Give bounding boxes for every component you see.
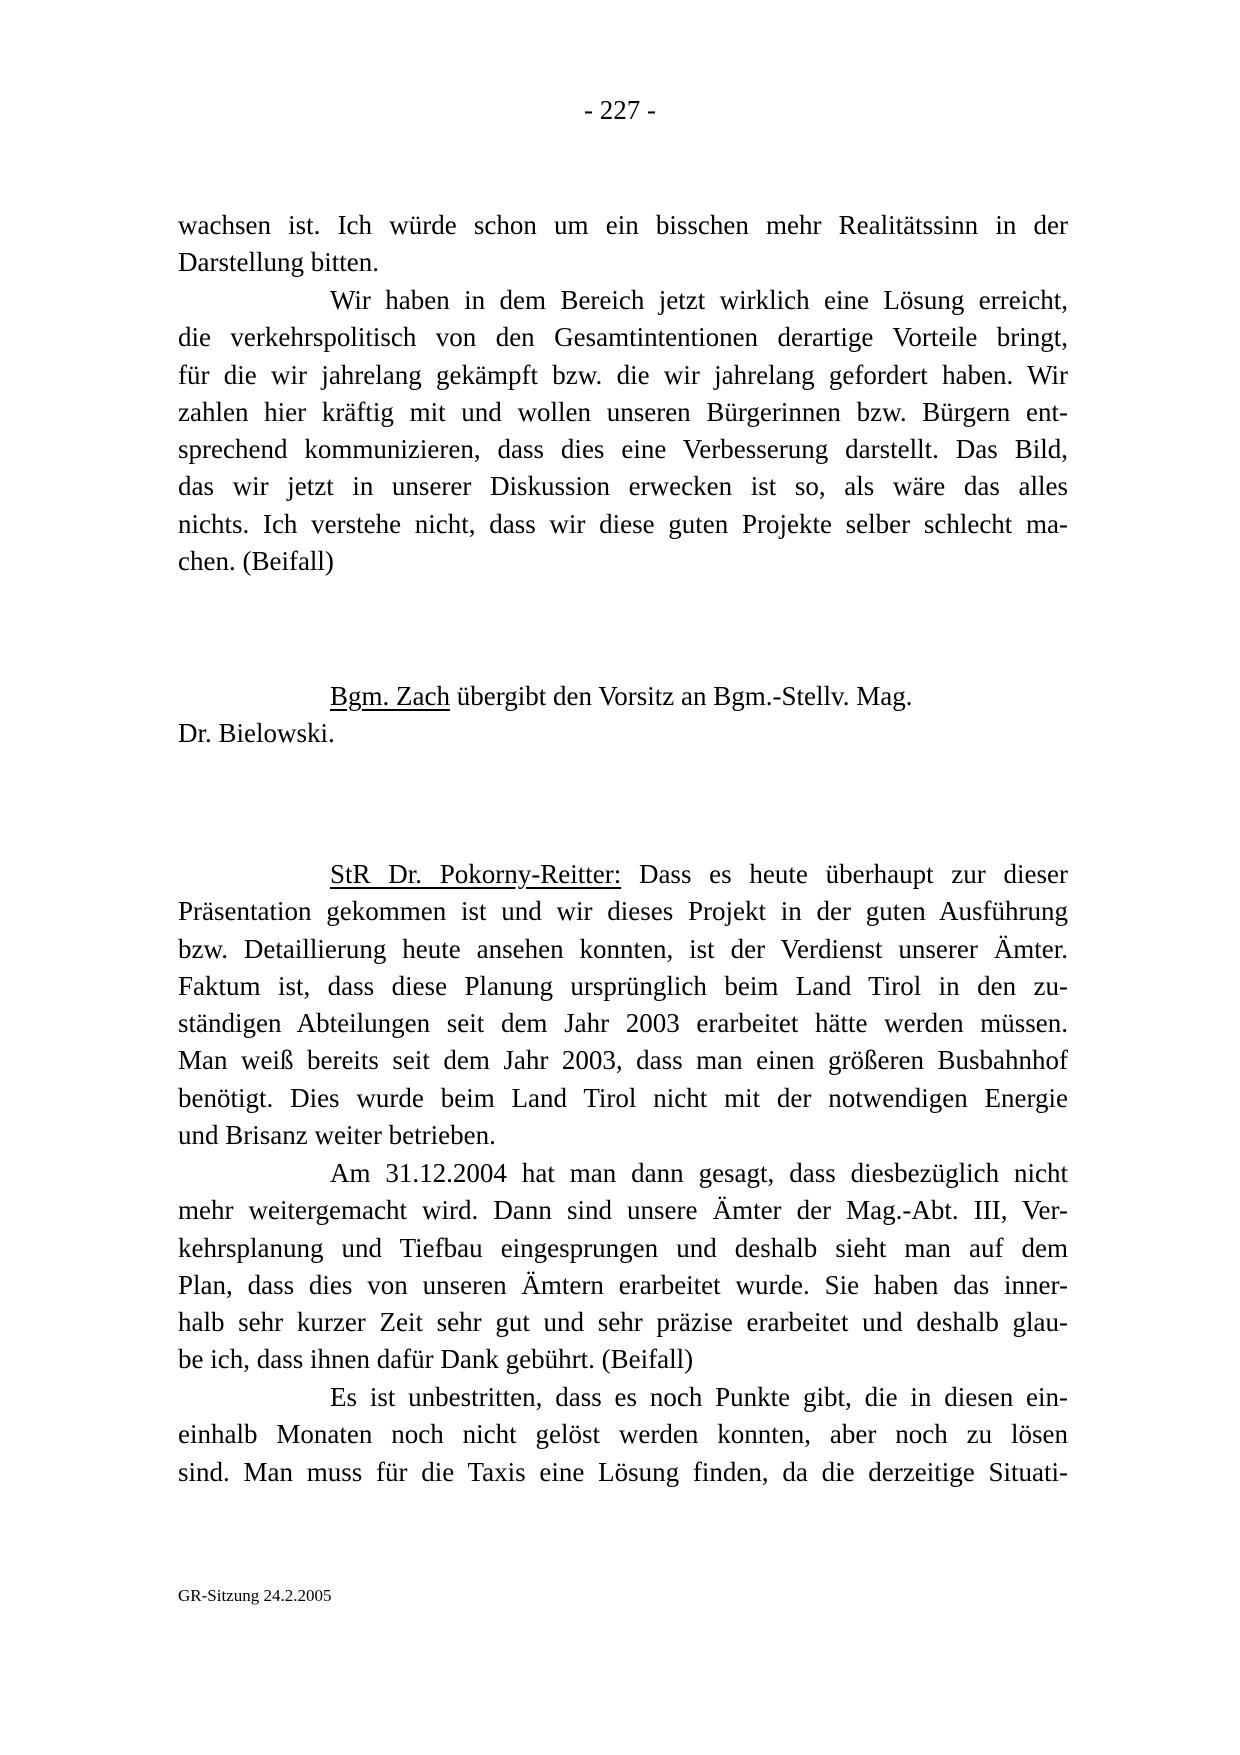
text-line: Plan, dass dies von unseren Ämtern erarbeitet wurde. Sie haben das inner- (178, 1269, 1068, 1300)
text-line: sind. Man muss für die Taxis eine Lösung finden, da die derzeitige Situati- (178, 1456, 1068, 1487)
text-line: mehr weitergemacht wird. Dann sind unsere Ämter der Mag.-Abt. III, Ver- (178, 1195, 1068, 1226)
text-line: Darstellung bitten. (178, 247, 379, 278)
text-line: ständigen Abteilungen seit dem Jahr 2003 erarbeitet hätte werden müssen. (178, 1008, 1068, 1039)
text-line: Es ist unbestritten, dass es noch Punkte gibt, die in diesen ein- (330, 1382, 1068, 1412)
speaker-name: StR Dr. Pokorny-Reitter: (330, 859, 622, 889)
text-line: die verkehrspolitisch von den Gesamtintentionen derartige Vorteile bringt, (178, 322, 1068, 353)
speaker-name: Bgm. Zach (330, 681, 450, 711)
text-line: benötigt. Dies wurde beim Land Tirol nicht mit der notwendigen Energie (178, 1082, 1068, 1113)
text-line: nichts. Ich verstehe nicht, dass wir diese guten Projekte selber schlecht ma- (178, 508, 1068, 539)
paragraph-solution (178, 282, 1068, 580)
text-line: Man weiß bereits seit dem Jahr 2003, dass man einen größeren Busbahnhof (178, 1045, 1068, 1076)
paragraph-offices (178, 1155, 1068, 1379)
page-number: - 227 - (584, 95, 656, 125)
text-line: Präsentation gekommen ist und wir dieses Projekt in der guten Ausführung (178, 896, 1068, 927)
text-line: be ich, dass ihnen dafür Dank gebührt. (Beifall) (178, 1344, 694, 1375)
text-line: chen. (Beifall) (178, 546, 334, 577)
text-line: halb sehr kurzer Zeit sehr gut und sehr präzise erarbeitet und deshalb glau- (178, 1307, 1068, 1338)
text-line (178, 678, 1068, 715)
text-fragment: Dass es heute überhaupt zur dieser (621, 859, 1068, 889)
text-line: einhalb Monaten noch nicht gelöst werden konnten, aber noch zu lösen (178, 1419, 1068, 1450)
paragraph-open-points (178, 1379, 1068, 1491)
text-line: für die wir jahrelang gekämpft bzw. die wir jahrelang gefordert haben. Wir (178, 359, 1068, 390)
text-line: Am 31.12.2004 hat man dann gesagt, dass diesbezüglich nicht (330, 1158, 1068, 1188)
text-line: kehrsplanung und Tiefbau eingesprungen und deshalb sieht man auf dem (178, 1232, 1068, 1263)
text-line: zahlen hier kräftig mit und wollen unseren Bürgerinnen bzw. Bürgern ent- (178, 396, 1068, 427)
paragraph-speech (178, 856, 1068, 1154)
text-line: und Brisanz weiter betrieben. (178, 1120, 496, 1151)
text-line: wachsen ist. Ich würde schon um ein bisschen mehr Realitätssinn in der (178, 210, 1068, 240)
chair-handover-note (178, 678, 1068, 753)
text-line: bzw. Detaillierung heute ansehen konnten, ist der Verdienst unserer Ämter. (178, 933, 1068, 964)
text-line: sprechend kommunizieren, dass dies eine Verbesserung darstellt. Das Bild, (178, 434, 1068, 465)
text-line (178, 856, 1068, 893)
text-line: Dr. Bielowski. (178, 718, 335, 749)
text-fragment: übergibt den Vorsitz an Bgm.-Stellv. Mag. (449, 681, 913, 711)
text-line: Faktum ist, dass diese Planung ursprünglich beim Land Tirol in den zu- (178, 970, 1068, 1001)
text-line: das wir jetzt in unserer Diskussion erwecken ist so, als wäre das alles (178, 471, 1068, 502)
footer-session-date: GR-Sitzung 24.2.2005 (178, 1586, 332, 1605)
paragraph-continuation (178, 207, 1068, 282)
text-line: Wir haben in dem Bereich jetzt wirklich eine Lösung erreicht, (330, 285, 1068, 315)
